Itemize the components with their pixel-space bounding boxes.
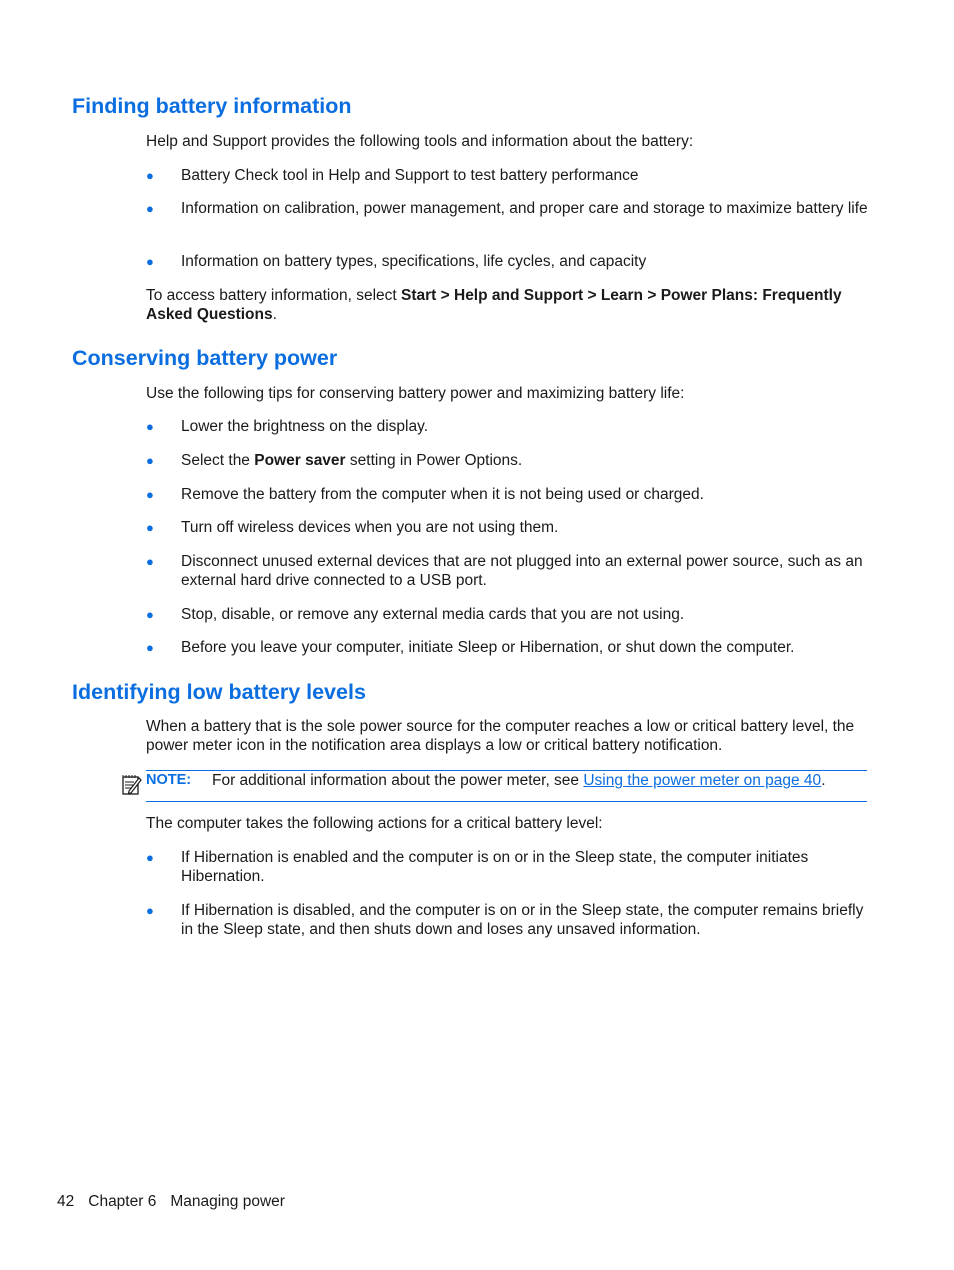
power-saver-term: Power saver bbox=[254, 452, 346, 469]
note-body: For additional information about the power meter, see bbox=[212, 772, 584, 789]
list-item-text: Lower the brightness on the display. bbox=[181, 418, 429, 435]
access-path: Start > Help and Support > Learn > Power Plans: Frequently Asked Questions bbox=[146, 287, 842, 323]
list-item-text: Battery Check tool in Help and Support to test battery performance bbox=[181, 167, 639, 184]
section2-intro: Use the following tips for conserving battery power and maximizing battery life: bbox=[146, 385, 685, 402]
list-item-text: If Hibernation is enabled and the computer is on or in the Sleep state, the computer initiates Hibernation. bbox=[181, 849, 809, 885]
bullet-icon: ● bbox=[146, 201, 154, 216]
bullet-icon: ● bbox=[146, 607, 154, 622]
note-label: NOTE: bbox=[146, 772, 192, 788]
bullet-icon: ● bbox=[146, 554, 154, 569]
bullet-icon: ● bbox=[146, 419, 154, 434]
heading-finding-battery-information: Finding battery information bbox=[72, 94, 352, 118]
bullet-icon: ● bbox=[146, 168, 154, 183]
note-text bbox=[212, 771, 826, 790]
section3-intro: When a battery that is the sole power source for the computer reaches a low or critical battery level, the power meter icon in the notification area displays a low or critical battery notification. bbox=[146, 718, 855, 754]
bullet-icon: ● bbox=[146, 254, 154, 269]
access-prefix: To access battery information, select bbox=[146, 287, 402, 304]
note-end: . bbox=[821, 772, 826, 789]
heading-conserving-battery-power: Conserving battery power bbox=[72, 346, 338, 370]
list-item-text: Information on calibration, power management, and proper care and storage to maximize battery life bbox=[181, 200, 868, 217]
list-item-text: Disconnect unused external devices that are not plugged into an external power source, such as an external hard drive connected to a USB port. bbox=[181, 553, 863, 589]
access-suffix: . bbox=[272, 306, 277, 323]
chapter-number: Chapter 6 bbox=[88, 1193, 157, 1210]
bullet-icon: ● bbox=[146, 520, 154, 535]
list-item-text: If Hibernation is disabled, and the computer is on or in the Sleep state, the computer remains briefly in the Sleep state, and then shuts down and loses any unsaved information. bbox=[181, 902, 864, 938]
section1-intro: Help and Support provides the following tools and information about the battery: bbox=[146, 133, 694, 150]
list-item-text: Information on battery types, specifications, life cycles, and capacity bbox=[181, 253, 647, 270]
list-item-text: Stop, disable, or remove any external media cards that you are not using. bbox=[181, 606, 685, 623]
access-instructions bbox=[146, 286, 870, 324]
list-item-text: Turn off wireless devices when you are not using them. bbox=[181, 519, 559, 536]
chapter-title: Managing power bbox=[170, 1193, 285, 1210]
heading-identifying-low-battery-levels: Identifying low battery levels bbox=[72, 680, 366, 704]
list-item-text bbox=[181, 451, 871, 470]
page-footer bbox=[57, 1192, 299, 1211]
bullet-icon: ● bbox=[146, 453, 154, 468]
page-number: 42 bbox=[57, 1193, 75, 1210]
note-rule-bottom bbox=[146, 801, 867, 802]
bullet-icon: ● bbox=[146, 640, 154, 655]
actions-intro: The computer takes the following actions for a critical battery level: bbox=[146, 815, 603, 832]
note-icon bbox=[120, 774, 142, 796]
bullet-icon: ● bbox=[146, 487, 154, 502]
list-item-text: Before you leave your computer, initiate Sleep or Hibernation, or shut down the computer. bbox=[181, 639, 795, 656]
list-item-text: Remove the battery from the computer when it is not being used or charged. bbox=[181, 486, 704, 503]
bullet-icon: ● bbox=[146, 903, 154, 918]
note-box bbox=[120, 770, 868, 802]
power-meter-link[interactable]: Using the power meter on page 40 bbox=[583, 772, 822, 789]
bullet2-prefix: Select the bbox=[181, 452, 255, 469]
bullet2-suffix: setting in Power Options. bbox=[345, 452, 523, 469]
bullet-icon: ● bbox=[146, 850, 154, 865]
